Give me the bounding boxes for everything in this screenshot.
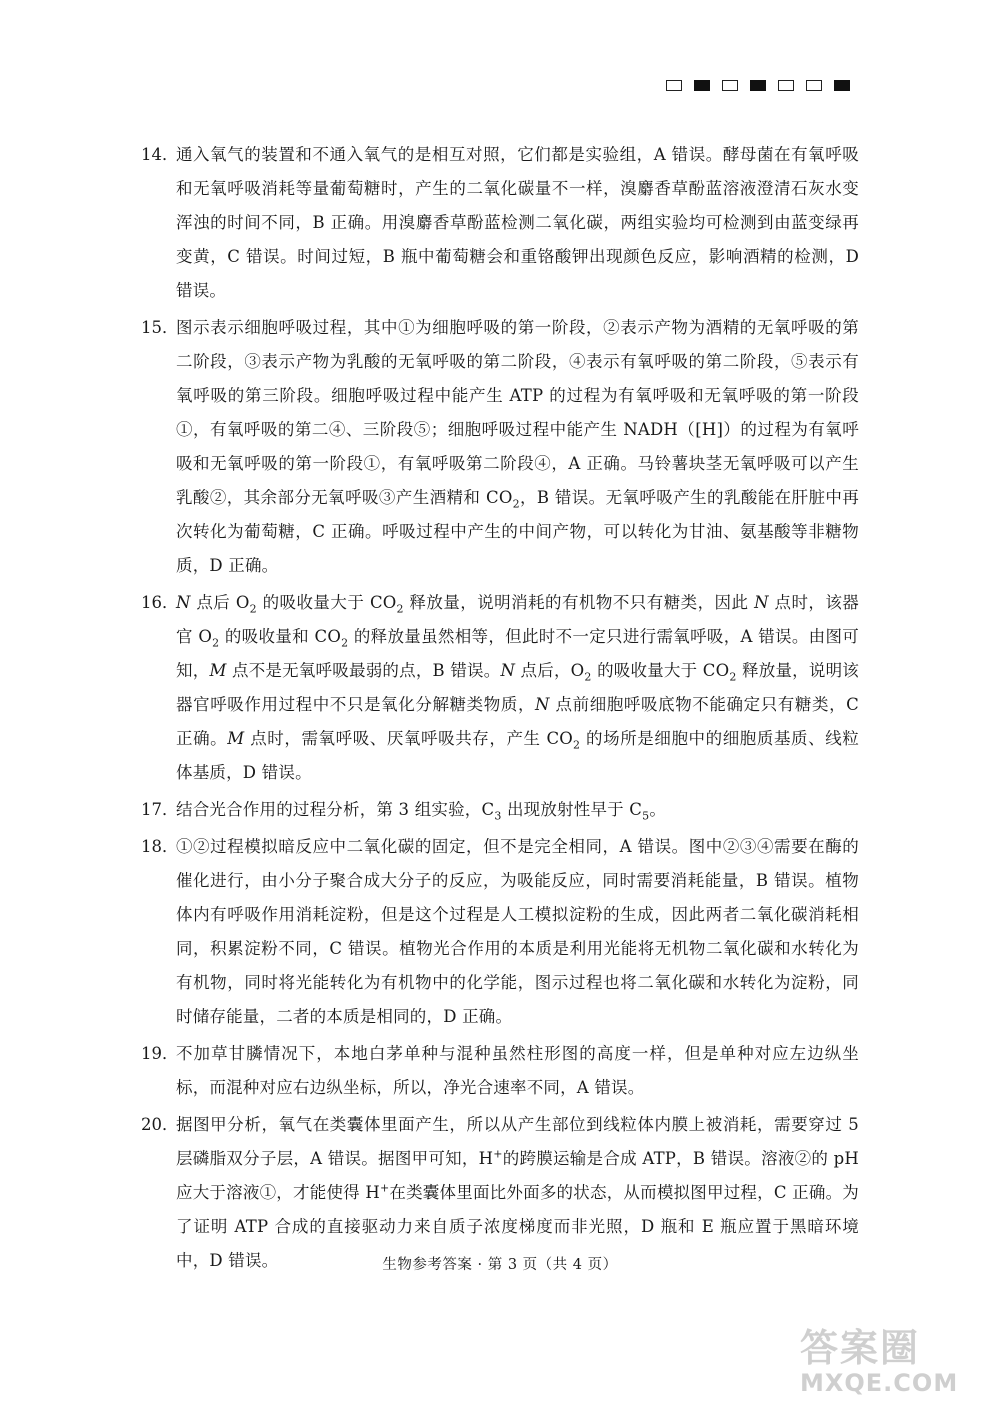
text-run: 出现放射性早于 C [501,800,643,819]
header-mark-empty [722,80,738,91]
text-run: 释放量，说明消耗的有机物不只有糖类，因此 [403,593,755,612]
answer-item [141,830,859,1034]
text-run: 的释放量虽然相等，但此时不一定只进行需氧呼吸，A 错误。由图可知， [176,627,859,680]
answer-number: 14． [141,145,179,164]
superscript: + [493,1147,503,1161]
answer-text [176,830,859,1034]
header-mark-filled [694,80,710,91]
subscript: 2 [729,670,737,684]
text-run: 的场所是细胞中的细胞质基质、线粒体基质，D 错误。 [176,729,860,782]
text-run: ，B 错误。无氧呼吸产生的乳酸能在肝脏中再次转化为葡萄糖，C 正确。呼吸过程中产生的中间产物，可以转化为甘油、氨基酸等非糖物质，D 正确。 [176,488,859,575]
text-run: 点后，O [515,661,585,680]
header-mark-filled [834,80,850,91]
superscript: + [379,1181,390,1195]
italic-symbol: N [176,593,191,612]
answer-number: 15． [141,318,179,337]
italic-symbol: M [227,729,245,748]
text-run: 的跨膜运输是合成 ATP，B 错误。溶液②的 pH 应大于溶液①，才能使得 H [176,1149,859,1202]
text-run: 点时，需氧呼吸、厌氧呼吸共存，产生 CO [244,729,574,748]
answer-text [176,311,859,583]
answer-number: 17． [141,800,179,819]
text-run: 通入氧气的装置和不通入氧气的是相互对照，它们都是实验组，A 错误。酵母菌在有氧呼吸和无氧呼吸消耗等量葡萄糖时，产生的二氧化碳量不一样，溴麝香草酚蓝溶液澄清石灰水变浑浊的时间不同，B 正确。用溴麝香草酚蓝检测二氧化碳，两组实验均可检测到由蓝变绿再变黄，C 错误。时间过短，B 瓶中葡萄糖会和重铬酸钾出现颜色反应，影响酒精的检测，D 错误。 [176,145,859,300]
text-run: 释放量，说明该器官呼吸作用过程中不只是氧化分解糖类物质， [176,661,859,714]
answer-number: 16． [141,593,179,612]
subscript: 2 [512,497,520,511]
answer-text [176,1037,859,1105]
text-run: 据图甲分析，氧气在类囊体里面产生，所以从产生部位到线粒体内膜上被消耗，需要穿过 5 层磷脂双分子层，A 错误。据图甲可知，H [176,1115,859,1168]
answer-text [176,793,859,827]
header-mark-empty [666,80,682,91]
answer-item [141,793,859,827]
answer-item [141,1037,859,1105]
text-run: 。 [649,800,667,819]
page-footer: 生物参考答案 · 第 3 页（共 4 页） [382,1257,618,1273]
text-run: 的吸收量大于 CO [256,593,397,612]
answer-item [141,311,859,583]
answer-number: 18． [141,837,179,856]
subscript: 5 [642,809,650,823]
subscript: 3 [494,809,502,823]
subscript: 2 [341,636,349,650]
text-run: 图示表示细胞呼吸过程，其中①为细胞呼吸的第一阶段，②表示产物为酒精的无氧呼吸的第二阶段，③表示产物为乳酸的无氧呼吸的第二阶段，④表示有氧呼吸的第二阶段，⑤表示有氧呼吸的第三阶段。细胞呼吸过程中能产生 ATP 的过程为有氧呼吸和无氧呼吸的第一阶段①，有氧呼吸的第二④、三阶段⑤；细胞呼吸过程中能产生 NADH（[H]）的过程为有氧呼吸和无氧呼吸的第一阶段①，有氧呼吸第二阶段④，A 正确。马铃薯块茎无氧呼吸可以产生乳酸②，其余部分无氧呼吸③产生酒精和 CO [176,318,859,507]
italic-symbol: N [500,661,516,680]
header-mark-empty [778,80,794,91]
answer-text [176,138,859,308]
text-run: 点前细胞呼吸底物不能确定只有糖类，C 正确。 [176,695,860,748]
header-mark-filled [750,80,766,91]
text-run: 点时，该器官 O [176,593,859,646]
header-mark-empty [806,80,822,91]
subscript: 2 [584,670,592,684]
italic-symbol: N [754,593,769,612]
italic-symbol: N [535,695,550,714]
subscript: 2 [573,738,581,752]
answer-item [141,138,859,308]
text-run: 点不是无氧呼吸最弱的点，B 错误。 [226,661,501,680]
answer-number: 20． [141,1115,179,1134]
italic-symbol: M [209,661,227,680]
subscript: 2 [212,636,220,650]
header-marks [666,80,850,91]
answer-text [176,586,859,790]
answer-item [141,586,859,790]
watermark-site: MXQE.COM [800,1369,959,1397]
text-run: 在类囊体里面比外面多的状态，从而模拟图甲过程，C 正确。为了证明 ATP 合成的直接驱动力来自质子浓度梯度而非光照，D 瓶和 E 瓶应置于黑暗环境中，D 错误。 [176,1183,859,1270]
text-run: 结合光合作用的过程分析，第 3 组实验，C [176,800,495,819]
text-run: ①②过程模拟暗反应中二氧化碳的固定，但不是完全相同，A 错误。图中②③④需要在酶的催化进行，由小分子聚合成大分子的反应，为吸能反应，同时需要消耗能量，B 错误。植物体内有呼吸作用消耗淀粉，但是这个过程是人工模拟淀粉的生成，因此两者二氧化碳消耗相同，积累淀粉不同，C 错误。植物光合作用的本质是利用光能将无机物二氧化碳和水转化为有机物，同时将光能转化为有机物中的化学能，图示过程也将二氧化碳和水转化为淀粉，同时储存能量，二者的本质是相同的，D 正确。 [176,837,859,1026]
text-run: 点后 O [190,593,250,612]
watermark-logo [800,1328,968,1402]
text-run: 的吸收量大于 CO [591,661,730,680]
subscript: 2 [396,602,404,616]
watermark-mark: 答案圈 [800,1326,921,1370]
text-run: 的吸收量和 CO [219,627,342,646]
answer-number: 19． [141,1044,179,1063]
text-run: 不加草甘膦情况下，本地白茅单种与混种虽然柱形图的高度一样，但是单种对应左边纵坐标，而混种对应右边纵坐标，所以，净光合速率不同，A 错误。 [176,1044,859,1097]
answer-list [141,138,859,1281]
subscript: 2 [249,602,257,616]
